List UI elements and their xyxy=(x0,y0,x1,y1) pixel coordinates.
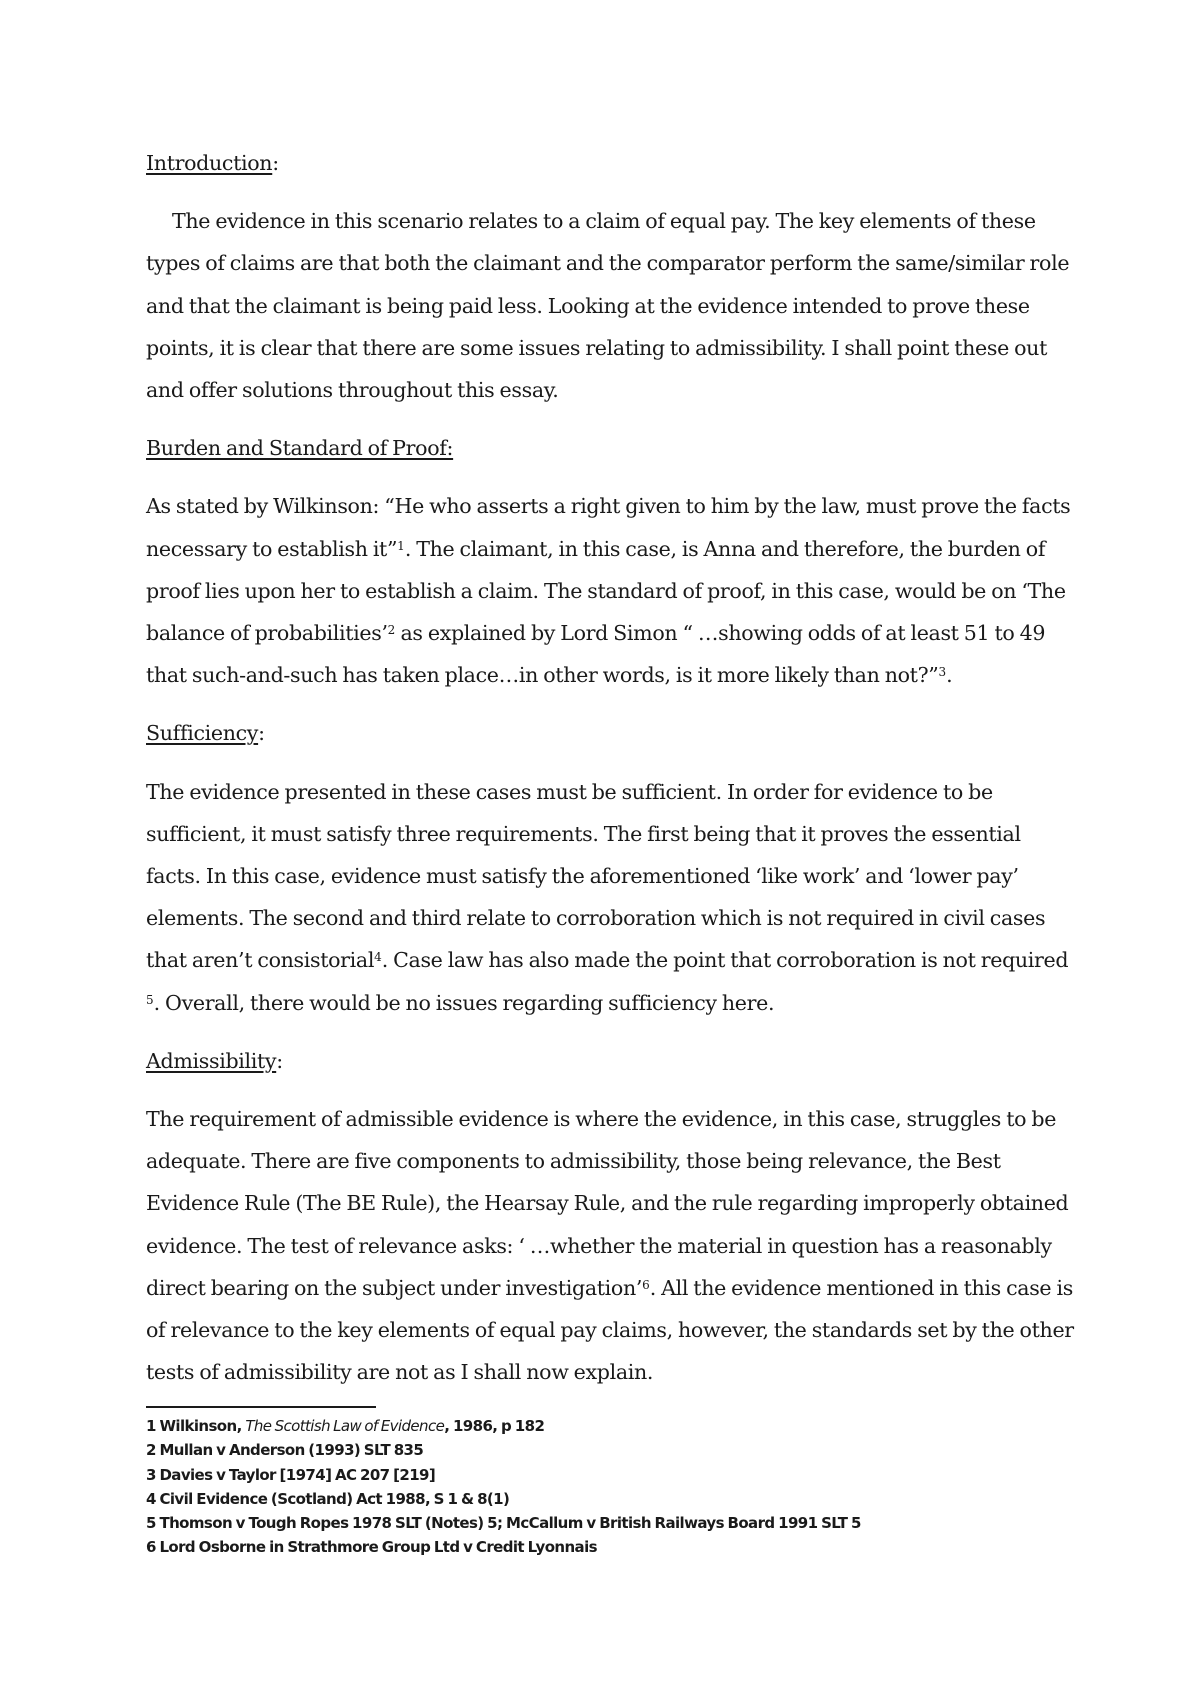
footnote-ref[interactable]: 3 xyxy=(938,665,947,680)
footnote-4: 4 Civil Evidence (Scotland) Act 1988, S 1 & 8(1) xyxy=(146,1489,510,1508)
paragraph-text: . xyxy=(946,663,953,688)
footnotes xyxy=(146,1414,1086,1560)
footnote-text: 1 Wilkinson, xyxy=(146,1417,246,1435)
section-heading-admissibility: Admissibility: xyxy=(146,1048,283,1073)
section-heading-sufficiency: Sufficiency: xyxy=(146,721,265,746)
footnote-separator xyxy=(146,1406,376,1408)
heading-text: Sufficiency xyxy=(146,721,259,746)
paragraph-text: . The claimant, in this case, is Anna and therefore, the burden of proof lies upon her to establish a claim. The standard of proof, in this case, would be on ‘The balance of probabilities’ xyxy=(146,536,1066,646)
section-heading-burden xyxy=(146,427,1076,469)
burden-paragraph xyxy=(146,485,1076,696)
paragraph-text: . Case law has also made the point that corroboration is not required xyxy=(381,948,1069,973)
footnote-ref[interactable]: 1 xyxy=(397,538,405,553)
footnote-3: 3 Davies v Taylor [1974] AC 207 [219] xyxy=(146,1465,436,1484)
essay-body xyxy=(146,142,1076,1393)
footnote-ref[interactable]: 5 xyxy=(146,992,154,1007)
footnote-2: 2 Mullan v Anderson (1993) SLT 835 xyxy=(146,1441,424,1460)
footnote-text: , 1986, p 182 xyxy=(444,1417,545,1435)
paragraph-text: as explained by Lord Simon “ …showing odds of at least 51 to 49 that such-and-such has taken place…in other words, is it more likely than not?” xyxy=(146,621,1046,688)
introduction-paragraph: The evidence in this scenario relates to a claim of equal pay. The key elements of these types of claims are that both the claimant and the comparator perform the same/similar role and that the claimant is being paid less. Looking at the evidence intended to prove these points, it is clear that there are some issues relating to admissibility. I shall point these out and offer solutions throughout this essay. xyxy=(146,209,1070,403)
heading-text: Burden and Standard of Proof: xyxy=(146,436,454,461)
paragraph-text: . Overall, there would be no issues regarding sufficiency here. xyxy=(153,990,775,1015)
footnote-ref[interactable]: 2 xyxy=(387,623,396,638)
footnote-5: 5 Thomson v Tough Ropes 1978 SLT (Notes) 5; McCallum v British Railways Board 1991 SLT 5 xyxy=(146,1514,861,1533)
footnote-ref[interactable]: 4 xyxy=(374,950,382,965)
paragraph-text: . All the evidence mentioned in this case is of relevance to the key elements of equal pay claims, however, the standards set by the other tests of admissibility are not as I shall now explain. xyxy=(146,1275,1074,1385)
section-heading-introduction: Introduction: xyxy=(146,151,279,175)
footnote-1 xyxy=(146,1414,1086,1438)
footnote-6: 6 Lord Osborne in Strathmore Group Ltd v Credit Lyonnais xyxy=(146,1538,597,1557)
paragraph-text: The requirement of admissible evidence is where the evidence, in this case, struggles to be adequate. There are five components to admissibility, those being relevance, the Best Evidence Rule (The BE Rule), the Hearsay Rule, and the rule regarding improperly obtained evidence. The test of relevance asks: ‘ …whether the material in question has a reasonably direct bearing on the subject under investigation’ xyxy=(146,1107,1069,1300)
sufficiency-paragraph xyxy=(146,771,1076,1024)
paragraph-text: As stated by Wilkinson: “He who asserts a right given to him by the law, must prove the facts necessary to establish it” xyxy=(146,494,1071,561)
heading-text: Admissibility xyxy=(146,1048,277,1073)
paragraph-text: The evidence presented in these cases must be sufficient. In order for evidence to be sufficient, it must satisfy three requirements. The first being that it proves the essential facts. In this case, evidence must satisfy the aforementioned ‘like work’ and ‘lower pay’ elements. The second and third relate to corroboration which is not required in civil cases that aren’t consistorial xyxy=(146,779,1046,973)
heading-text: Introduction xyxy=(146,151,273,175)
footnote-book-title: The Scottish Law of Evidence xyxy=(245,1417,445,1435)
admissibility-paragraph xyxy=(146,1098,1076,1393)
footnote-ref[interactable]: 6 xyxy=(642,1277,650,1292)
